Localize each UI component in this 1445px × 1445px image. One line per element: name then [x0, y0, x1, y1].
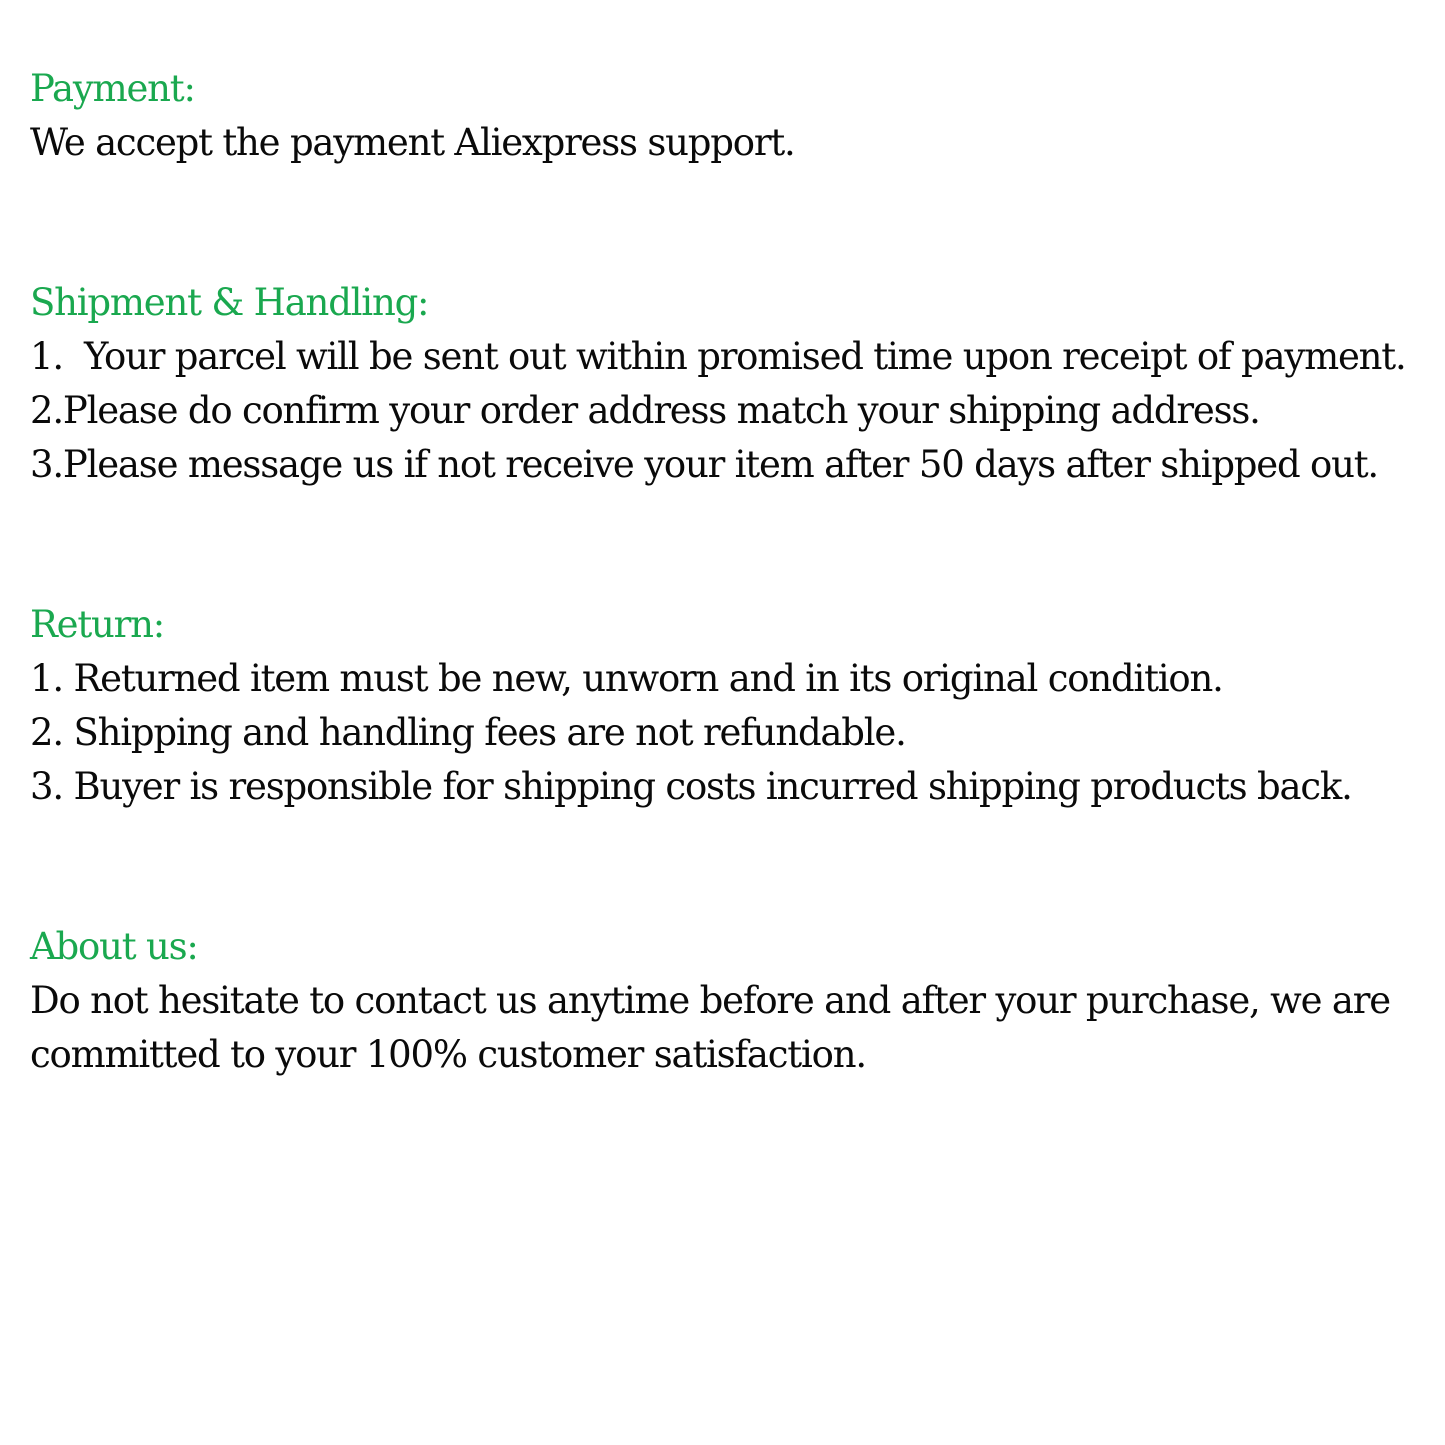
section-return: [30, 598, 1437, 814]
shipment-line-1: 1. Your parcel will be sent out within promised time upon receipt of payment.: [30, 335, 1406, 378]
about-us-heading: About us:: [30, 925, 198, 968]
section-about-us: [30, 920, 1437, 1082]
shipment-line-2: 2.Please do confirm your order address match your shipping address.: [30, 389, 1260, 432]
about-us-line-1: Do not hesitate to contact us anytime before and after your purchase, we are: [30, 979, 1390, 1022]
return-line-2: 2. Shipping and handling fees are not refundable.: [30, 711, 906, 754]
about-us-line-2: committed to your 100% customer satisfaction.: [30, 1033, 866, 1076]
shipment-line-3: 3.Please message us if not receive your item after 50 days after shipped out.: [30, 443, 1378, 486]
return-line-1: 1. Returned item must be new, unworn and in its original condition.: [30, 657, 1223, 700]
return-line-3: 3. Buyer is responsible for shipping costs incurred shipping products back.: [30, 765, 1352, 808]
shipment-heading: Shipment & Handling:: [30, 281, 429, 324]
section-payment: [30, 62, 1437, 170]
return-heading: Return:: [30, 603, 165, 646]
payment-line: We accept the payment Aliexpress support.: [30, 121, 795, 164]
section-shipment-handling: [30, 276, 1437, 492]
payment-heading: Payment:: [30, 67, 195, 110]
